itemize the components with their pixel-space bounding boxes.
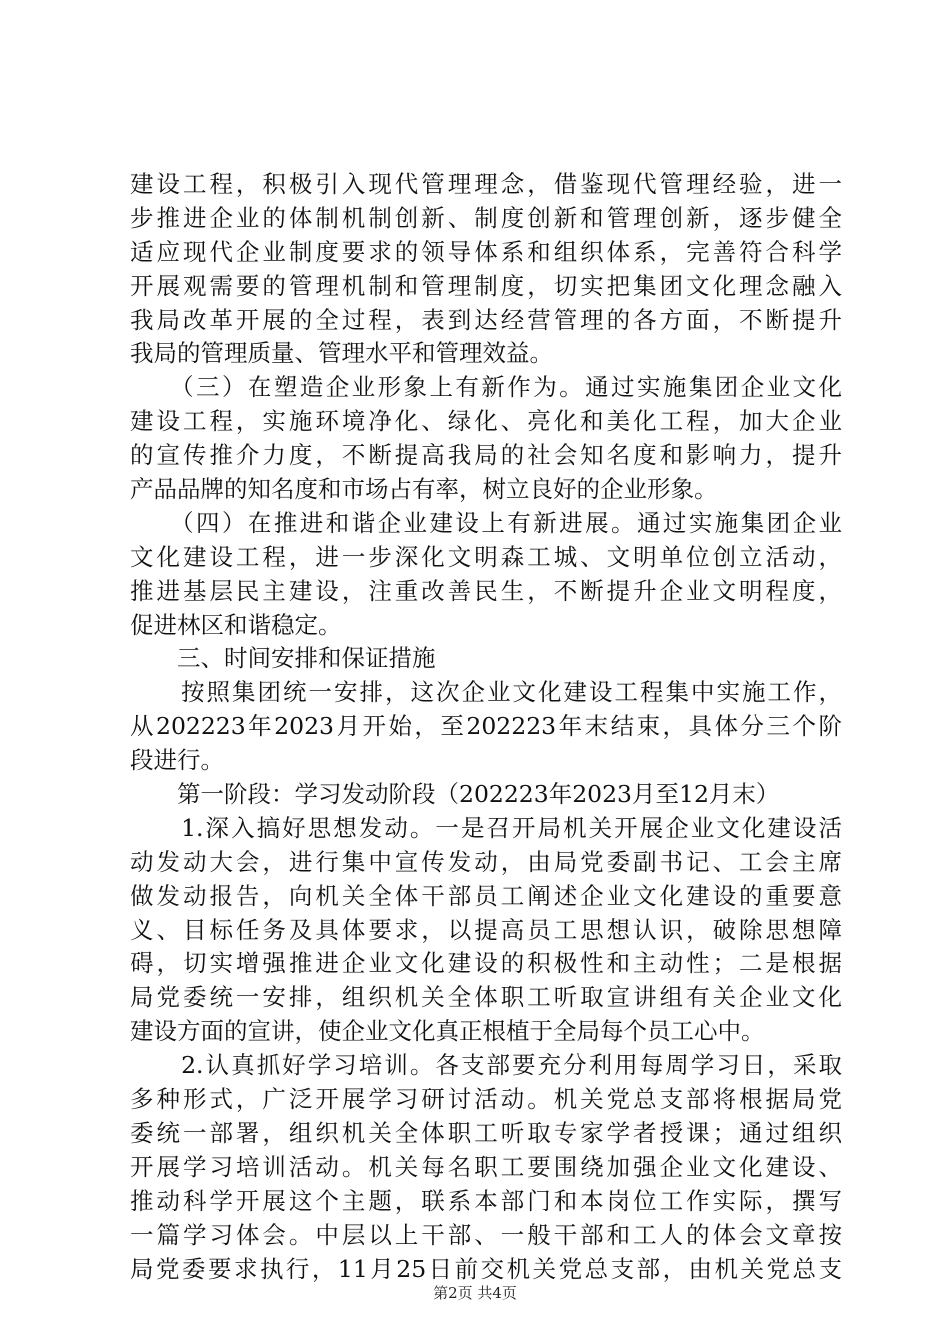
text-line: 的宣传推介力度，不断提高我局的社会知名度和影响力，提升 — [130, 441, 842, 470]
text-line: 文化建设工程，进一步深化文明森工城、文明单位创立活动， — [130, 542, 842, 571]
text-line: 1.深入搞好思想发动。一是召开局机关开展企业文化建设活 — [130, 813, 842, 842]
text-line: 我局的管理质量、管理水平和管理效益。 — [130, 339, 553, 368]
text-line: 产品品牌的知名度和市场占有率，树立良好的企业形象。 — [130, 475, 718, 504]
text-line: 从202223年2023月开始，至202223年末结束，具体分三个阶 — [130, 712, 842, 741]
text-line: 步推进企业的体制机制创新、制度创新和管理创新，逐步健全 — [130, 203, 842, 232]
text-line: 段进行。 — [130, 746, 224, 775]
text-line: 局党委要求执行，11月25日前交机关党总支部，由机关党总支 — [130, 1254, 842, 1283]
text-line: 碍，切实增强推进企业文化建设的积极性和主动性；二是根据 — [130, 949, 842, 978]
text-line: 2.认真抓好学习培训。各支部要充分利用每周学习日，采取 — [130, 1051, 842, 1080]
text-line: （三）在塑造企业形象上有新作为。通过实施集团企业文化 — [130, 373, 842, 402]
text-line: 建设工程，积极引入现代管理理念，借鉴现代管理经验，进一 — [130, 170, 842, 198]
text-line: 动发动大会，进行集中宣传发动，由局党委副书记、工会主席 — [130, 847, 842, 876]
text-line: 局党委统一安排，组织机关全体职工听取宣讲组有关企业文化 — [130, 983, 842, 1012]
text-line: 按照集团统一安排，这次企业文化建设工程集中实施工作， — [130, 678, 842, 707]
document-body — [130, 168, 842, 1286]
page-footer: 第2页 共4页 — [433, 1284, 517, 1302]
text-line: 做发动报告，向机关全体干部员工阐述企业文化建设的重要意 — [130, 881, 842, 910]
text-line: 义、目标任务及具体要求，以提高员工思想认识，破除思想障 — [130, 915, 842, 944]
text-line: 开展学习培训活动。机关每名职工要围绕加强企业文化建设、 — [130, 1152, 842, 1181]
text-line: 多种形式，广泛开展学习研讨活动。机关党总支部将根据局党 — [130, 1085, 842, 1114]
text-line: 建设工程，实施环境净化、绿化、亮化和美化工程，加大企业 — [130, 407, 842, 436]
text-line: 我局改革开展的全过程，表到达经营管理的各方面，不断提升 — [130, 305, 842, 334]
text-line: 推进基层民主建设，注重改善民生，不断提升企业文明程度， — [130, 576, 842, 605]
text-line: 促进林区和谐稳定。 — [130, 610, 342, 639]
text-line: 建设方面的宣讲，使企业文化真正根植于全局每个员工心中。 — [130, 1017, 765, 1046]
text-line: 适应现代企业制度要求的领导体系和组织体系，完善符合科学 — [130, 237, 842, 266]
text-line: 一篇学习体会。中层以上干部、一般干部和工人的体会文章按 — [130, 1220, 842, 1249]
text-line: 开展观需要的管理机制和管理制度，切实把集团文化理念融入 — [130, 271, 842, 300]
text-line: 推动科学开展这个主题，联系本部门和本岗位工作实际，撰写 — [130, 1186, 842, 1215]
text-line: （四）在推进和谐企业建设上有新进展。通过实施集团企业 — [130, 508, 842, 537]
text-line: 第一阶段：学习发动阶段（202223年2023月至12月末） — [130, 780, 780, 809]
text-line: 委统一部署，组织机关全体职工听取专家学者授课；通过组织 — [130, 1118, 842, 1147]
text-line: 三、时间安排和保证措施 — [130, 644, 436, 673]
